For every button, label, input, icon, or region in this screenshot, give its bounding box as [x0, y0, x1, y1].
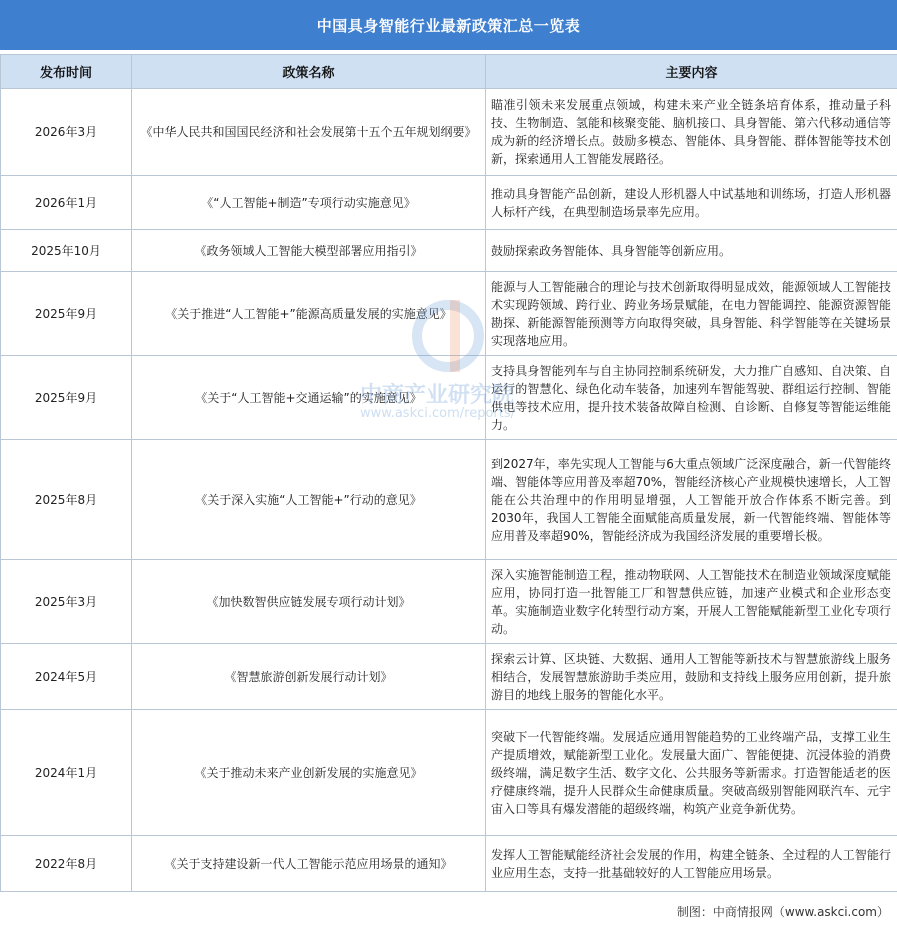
cell-policy-name: 《“人工智能+制造”专项行动实施意见》 [132, 176, 486, 230]
watermark-text: 中商产业研究院 [360, 383, 515, 408]
cell-date: 2025年9月 [1, 356, 132, 440]
watermark-url: www.askci.com/reports/ [360, 406, 515, 421]
table-row [1, 272, 897, 356]
cell-date: 2025年9月 [1, 272, 132, 356]
source-credit: 制图：中商情报网（www.askci.com） [676, 905, 889, 919]
page-title: 中国具身智能行业最新政策汇总一览表 [316, 16, 581, 35]
header-date: 发布时间 [1, 55, 132, 89]
cell-policy-name: 《中华人民共和国国民经济和社会发展第十五个五年规划纲要》 [132, 89, 486, 176]
cell-policy-name: 《关于“人工智能+交通运输”的实施意见》 [132, 356, 486, 440]
policy-table [0, 54, 897, 892]
cell-date: 2024年1月 [1, 710, 132, 836]
cell-content: 支持具身智能列车与自主协同控制系统研发，大力推广自感知、自决策、自运行的智慧化、绿色化动车装备，加速列车智能驾驶、群组运行控制、智能供电等技术应用，提升技术装备故障自检测、自诊断、自修复等智能运维能力。 [486, 356, 897, 440]
cell-date: 2025年8月 [1, 440, 132, 560]
cell-content: 鼓励探索政务智能体、具身智能等创新应用。 [486, 230, 897, 272]
cell-date: 2025年3月 [1, 560, 132, 644]
title-bar [0, 0, 897, 50]
cell-policy-name: 《关于推进“人工智能+”能源高质量发展的实施意见》 [132, 272, 486, 356]
cell-policy-name: 《智慧旅游创新发展行动计划》 [132, 644, 486, 710]
cell-content: 到2027年，率先实现人工智能与6大重点领域广泛深度融合，新一代智能终端、智能体等应用普及率超70%，智能经济核心产业规模快速增长，人工智能在公共治理中的作用明显增强，人工智能开放合作体系不断完善。到2030年，我国人工智能全面赋能高质量发展，新一代智能终端、智能体等应用普及率超90%，智能经济成为我国经济发展的重要增长极。 [486, 440, 897, 560]
cell-content: 探索云计算、区块链、大数据、通用人工智能等新技术与智慧旅游线上服务相结合，发展智慧旅游助手类应用，鼓励和支持线上服务应用创新，提升旅游目的地线上服务的智能化水平。 [486, 644, 897, 710]
table-row [1, 836, 897, 892]
cell-content: 推动具身智能产品创新，建设人形机器人中试基地和训练场，打造人形机器人标杆产线，在典型制造场景率先应用。 [486, 176, 897, 230]
cell-policy-name: 《关于推动未来产业创新发展的实施意见》 [132, 710, 486, 836]
header-name: 政策名称 [132, 55, 486, 89]
cell-content: 突破下一代智能终端。发展适应通用智能趋势的工业终端产品，支撑工业生产提质增效，赋能新型工业化。发展量大面广、智能便捷、沉浸体验的消费级终端，满足数字生活、数字文化、公共服务等新需求。打造智能适老的医疗健康终端，提升人民群众生命健康质量。突破高级别智能网联汽车、元宇宙入口等具有爆发潜能的超级终端，构筑产业竞争新优势。 [486, 710, 897, 836]
cell-date: 2025年10月 [1, 230, 132, 272]
cell-date: 2022年8月 [1, 836, 132, 892]
table-row [1, 710, 897, 836]
cell-content: 发挥人工智能赋能经济社会发展的作用，构建全链条、全过程的人工智能行业应用生态，支持一批基础较好的人工智能应用场景。 [486, 836, 897, 892]
cell-content: 能源与人工智能融合的理论与技术创新取得明显成效，能源领域人工智能技术实现跨领域、跨行业、跨业务场景赋能，在电力智能调控、能源资源智能勘探、新能源智能预测等方向取得突破，具身智能、科学智能等在关键场景实现落地应用。 [486, 272, 897, 356]
cell-date: 2026年1月 [1, 176, 132, 230]
cell-content: 瞄准引领未来发展重点领域，构建未来产业全链条培育体系，推动量子科技、生物制造、氢能和核聚变能、脑机接口、具身智能、第六代移动通信等成为新的经济增长点。鼓励多模态、智能体、具身智能、群体智能等技术创新，探索通用人工智能发展路径。 [486, 89, 897, 176]
table-row [1, 560, 897, 644]
cell-policy-name: 《政务领域人工智能大模型部署应用指引》 [132, 230, 486, 272]
table-row [1, 644, 897, 710]
table-header-row [1, 55, 897, 89]
cell-policy-name: 《加快数智供应链发展专项行动计划》 [132, 560, 486, 644]
cell-date: 2026年3月 [1, 89, 132, 176]
cell-date: 2024年5月 [1, 644, 132, 710]
cell-content: 深入实施智能制造工程，推动物联网、人工智能技术在制造业领域深度赋能应用，协同打造一批智能工厂和智慧供应链，加速产业模式和企业形态变革。实施制造业数字化转型行动方案，开展人工智能赋能新型工业化专项行动。 [486, 560, 897, 644]
cell-policy-name: 《关于支持建设新一代人工智能示范应用场景的通知》 [132, 836, 486, 892]
cell-policy-name: 《关于深入实施“人工智能+”行动的意见》 [132, 440, 486, 560]
table-row [1, 230, 897, 272]
table-row [1, 356, 897, 440]
header-content: 主要内容 [486, 55, 897, 89]
table-row [1, 440, 897, 560]
table-row [1, 89, 897, 176]
table-row [1, 176, 897, 230]
